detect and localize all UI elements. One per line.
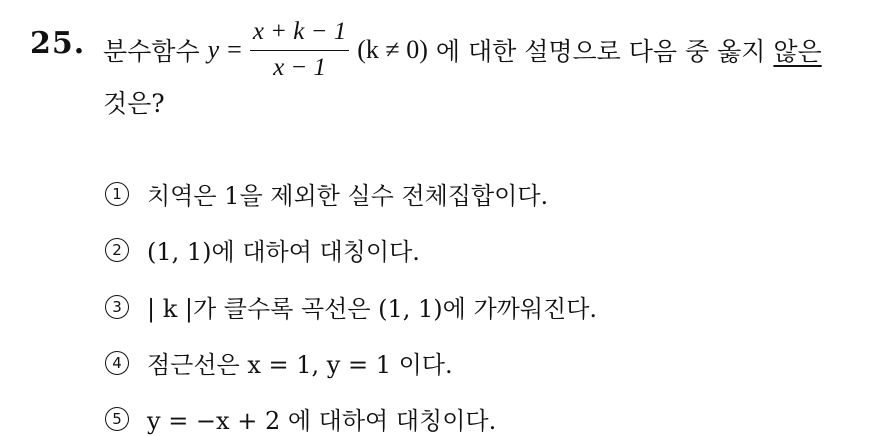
choice-number-4: 4: [105, 351, 129, 375]
choice-4[interactable]: [105, 345, 453, 380]
choice-number-5: 5: [105, 407, 129, 431]
stem-underlined: 않은: [773, 37, 822, 66]
fraction-numerator: x + k − 1: [250, 18, 349, 51]
choice-text-1: 치역은 1을 제외한 실수 전체집합이다.: [147, 182, 549, 210]
choice-5[interactable]: [105, 401, 496, 436]
choice-number-1: 1: [105, 182, 129, 206]
question-number: 25.: [30, 26, 86, 61]
fraction: [250, 18, 349, 83]
choice-text-2: (1, 1)에 대하여 대칭이다.: [147, 238, 420, 266]
stem-prefix: 분수함수: [103, 37, 200, 66]
question-stem: [103, 17, 822, 81]
function-y: y: [207, 35, 220, 64]
choice-1[interactable]: [105, 176, 548, 211]
choice-text-4: 점근선은 x = 1, y = 1 이다.: [147, 351, 453, 379]
condition: (k ≠ 0): [357, 35, 428, 64]
choice-text-3: | k |가 클수록 곡선은 (1, 1)에 가까워진다.: [147, 295, 598, 323]
choice-number-2: 2: [105, 238, 129, 262]
equals-sign: =: [227, 35, 242, 64]
fraction-denominator: x − 1: [273, 53, 327, 81]
choice-number-3: 3: [105, 295, 129, 319]
choice-3[interactable]: [105, 289, 597, 324]
stem-middle: 에 대한 설명으로 다음 중 옳지: [435, 37, 766, 66]
choice-text-5: y = −x + 2 에 대하여 대칭이다.: [147, 407, 497, 435]
choice-2[interactable]: [105, 232, 420, 267]
stem-end: 것은?: [103, 89, 165, 118]
